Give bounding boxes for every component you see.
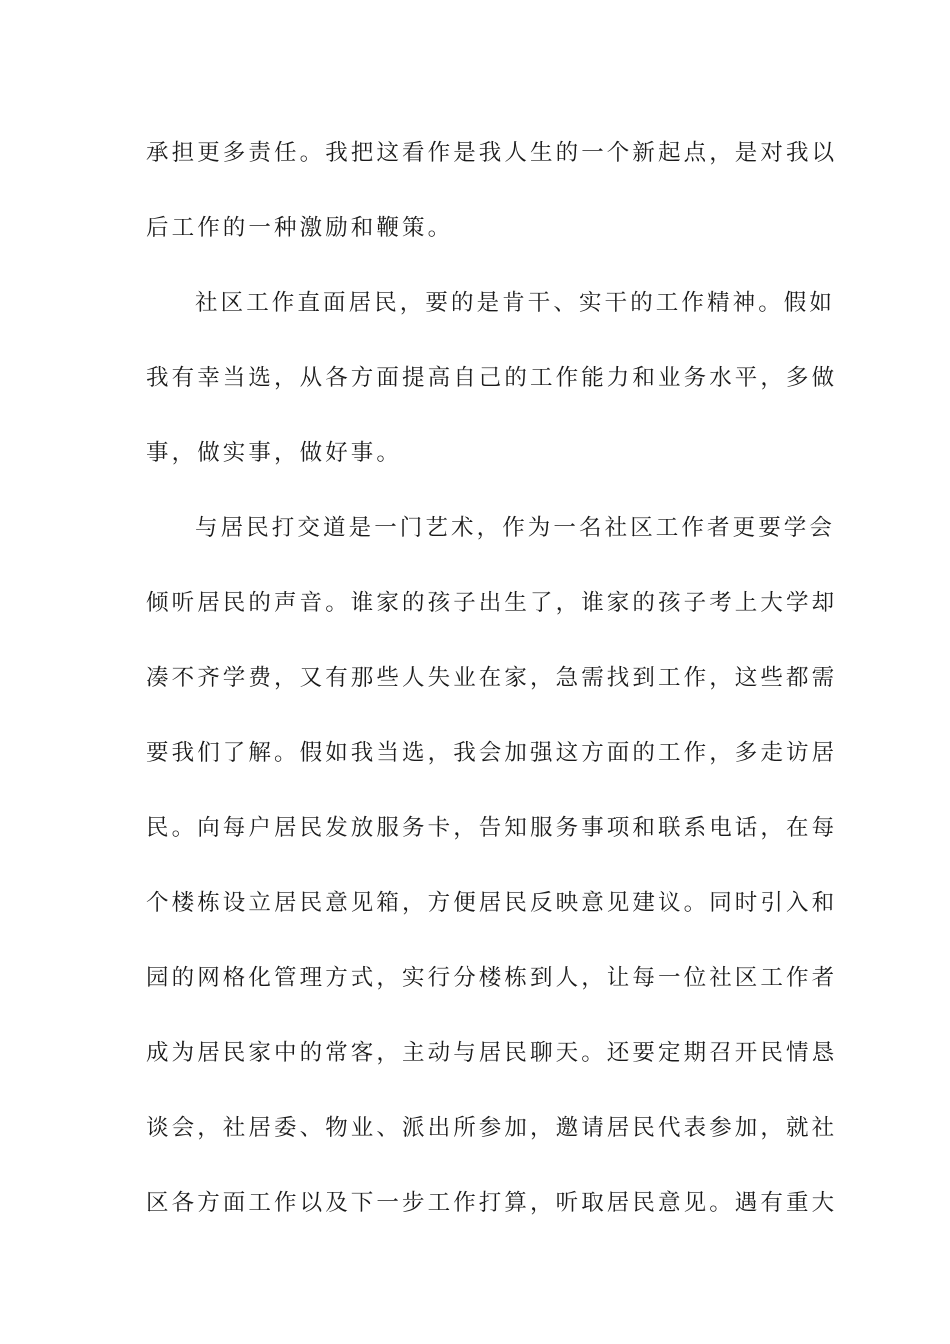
- text-line: 我有幸当选，从各方面提高自己的工作能力和业务水平，多做: [146, 365, 838, 391]
- text-line: 承担更多责任。我把这看作是我人生的一个新起点，是对我以: [146, 140, 838, 166]
- text-line: 要我们了解。假如我当选，我会加强这方面的工作，多走访居: [146, 740, 838, 766]
- text-line: 区各方面工作以及下一步工作打算，听取居民意见。遇有重大: [146, 1190, 838, 1216]
- text-line: 事，做实事，做好事。: [146, 440, 403, 466]
- text-line: 凑不齐学费，又有那些人失业在家，急需找到工作，这些都需: [146, 665, 838, 691]
- document-body: [146, 126, 836, 1251]
- text-line: 社区工作直面居民，要的是肯干、实干的工作精神。假如: [195, 290, 836, 316]
- paragraph: [146, 276, 836, 501]
- text-line: 谈会，社居委、物业、派出所参加，邀请居民代表参加，就社: [146, 1115, 838, 1141]
- paragraph: [146, 501, 836, 1251]
- text-line: 与居民打交道是一门艺术，作为一名社区工作者更要学会: [195, 515, 836, 541]
- paragraph: [146, 126, 836, 276]
- text-line: 园的网格化管理方式，实行分楼栋到人，让每一位社区工作者: [146, 965, 838, 991]
- text-line: 民。向每户居民发放服务卡，告知服务事项和联系电话，在每: [146, 815, 838, 841]
- text-line: 后工作的一种激励和鞭策。: [146, 215, 454, 241]
- text-line: 成为居民家中的常客，主动与居民聊天。还要定期召开民情恳: [146, 1040, 838, 1066]
- text-line: 个楼栋设立居民意见箱，方便居民反映意见建议。同时引入和: [146, 890, 838, 916]
- text-line: 倾听居民的声音。谁家的孩子出生了，谁家的孩子考上大学却: [146, 590, 838, 616]
